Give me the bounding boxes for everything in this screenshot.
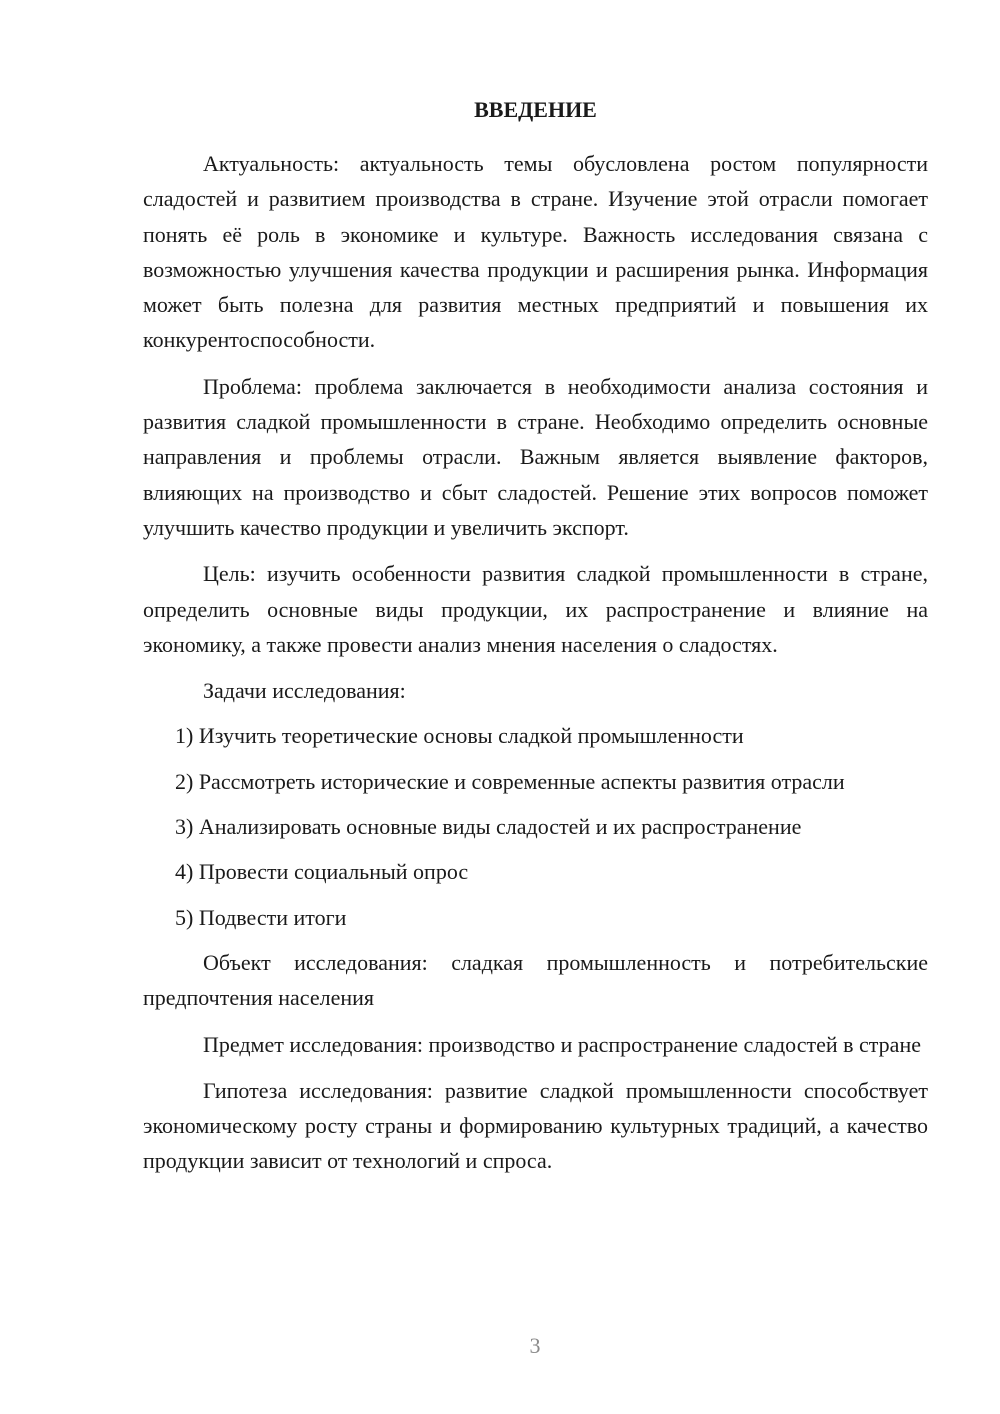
problem-paragraph: Проблема: проблема заключается в необходимости анализа состояния и развития сладкой промышленности в стране. Необходимо определить основные направления и проблемы отрасли. Важным является выявление факторов, влияющих на производство и сбыт сладостей. Решение этих вопросов поможет улучшить качество продукции и увеличить экспорт. [143,373,928,540]
subject-paragraph: Предмет исследования: производство и распространение сладостей в стране [203,1031,921,1057]
page-number: 3 [529,1333,541,1358]
hypothesis-paragraph: Гипотеза исследования: развитие сладкой промышленности способствует экономическому росту страны и формированию культурных традиций, а качество продукции зависит от технологий и спроса. [143,1077,928,1174]
goal-paragraph: Цель: изучить особенности развития сладкой промышленности в стране, определить основные виды продукции, их распространение и влияние на экономику, а также провести анализ мнения населения о сладостях. [143,561,928,657]
task-item: 4) Провести социальный опрос [175,859,469,885]
object-paragraph: Объект исследования: сладкая промышленность и потребительские предпочтения населения [143,949,928,1011]
document-page [143,92,928,1190]
task-item: 1) Изучить теоретические основы сладкой промышленности [175,723,744,749]
task-item: 3) Анализировать основные виды сладостей и их распространение [175,814,802,840]
task-item: 5) Подвести итоги [175,904,347,930]
page-title: ВВЕДЕНИЕ [474,97,597,122]
tasks-title: Задачи исследования: [203,678,406,704]
task-item: 2) Рассмотреть исторические и современные аспекты развития отрасли [175,768,845,794]
relevance-paragraph: Актуальность: актуальность темы обусловлена ростом популярности сладостей и развитием производства в стране. Изучение этой отрасли помогает понять её роль в экономике и культуре. Важность исследования связана с возможностью улучшения качества продукции и расширения рынка. Информация может быть полезна для развития местных предприятий и повышения их конкурентоспособности. [143,151,928,353]
